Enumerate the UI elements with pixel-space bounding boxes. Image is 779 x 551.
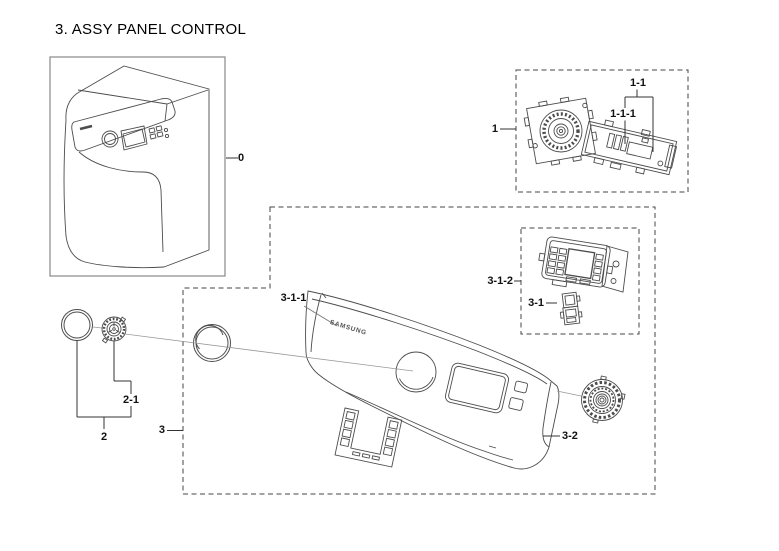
diagram-title: 3. ASSY PANEL CONTROL [55,21,247,38]
callout-label-0: 0 [238,152,245,164]
encoder-module [522,94,600,169]
callout-label-1-1-1: 1-1-1 [610,108,636,120]
appliance-overview-box [50,57,225,276]
main-knob-part [582,376,625,423]
callout-label-3-1: 3-1 [528,297,544,309]
callout-label-1: 1 [491,123,498,135]
assembly-1-box [516,70,688,192]
callout-label-2: 2 [100,431,108,443]
callout-label-3-1-2: 3-1-2 [487,275,513,287]
display-connector-part [558,292,583,325]
callout-label-3-2: 3-2 [562,430,578,442]
washer-illustration [64,66,209,268]
pointer-lines [93,327,581,396]
knob-ring-part [62,310,93,341]
callout-label-2-1: 2-1 [123,394,139,406]
display-module [535,235,628,293]
callout-label-3: 3 [158,424,165,436]
keypad-membrane-part [335,408,402,467]
callout-label-1-1: 1-1 [630,77,646,89]
panel-knob-ring [194,325,231,362]
panel-brand-logo: SAMSUNG [328,319,368,337]
callout-label-3-1-1: 3-1-1 [280,292,307,304]
small-knob-part [102,317,126,343]
